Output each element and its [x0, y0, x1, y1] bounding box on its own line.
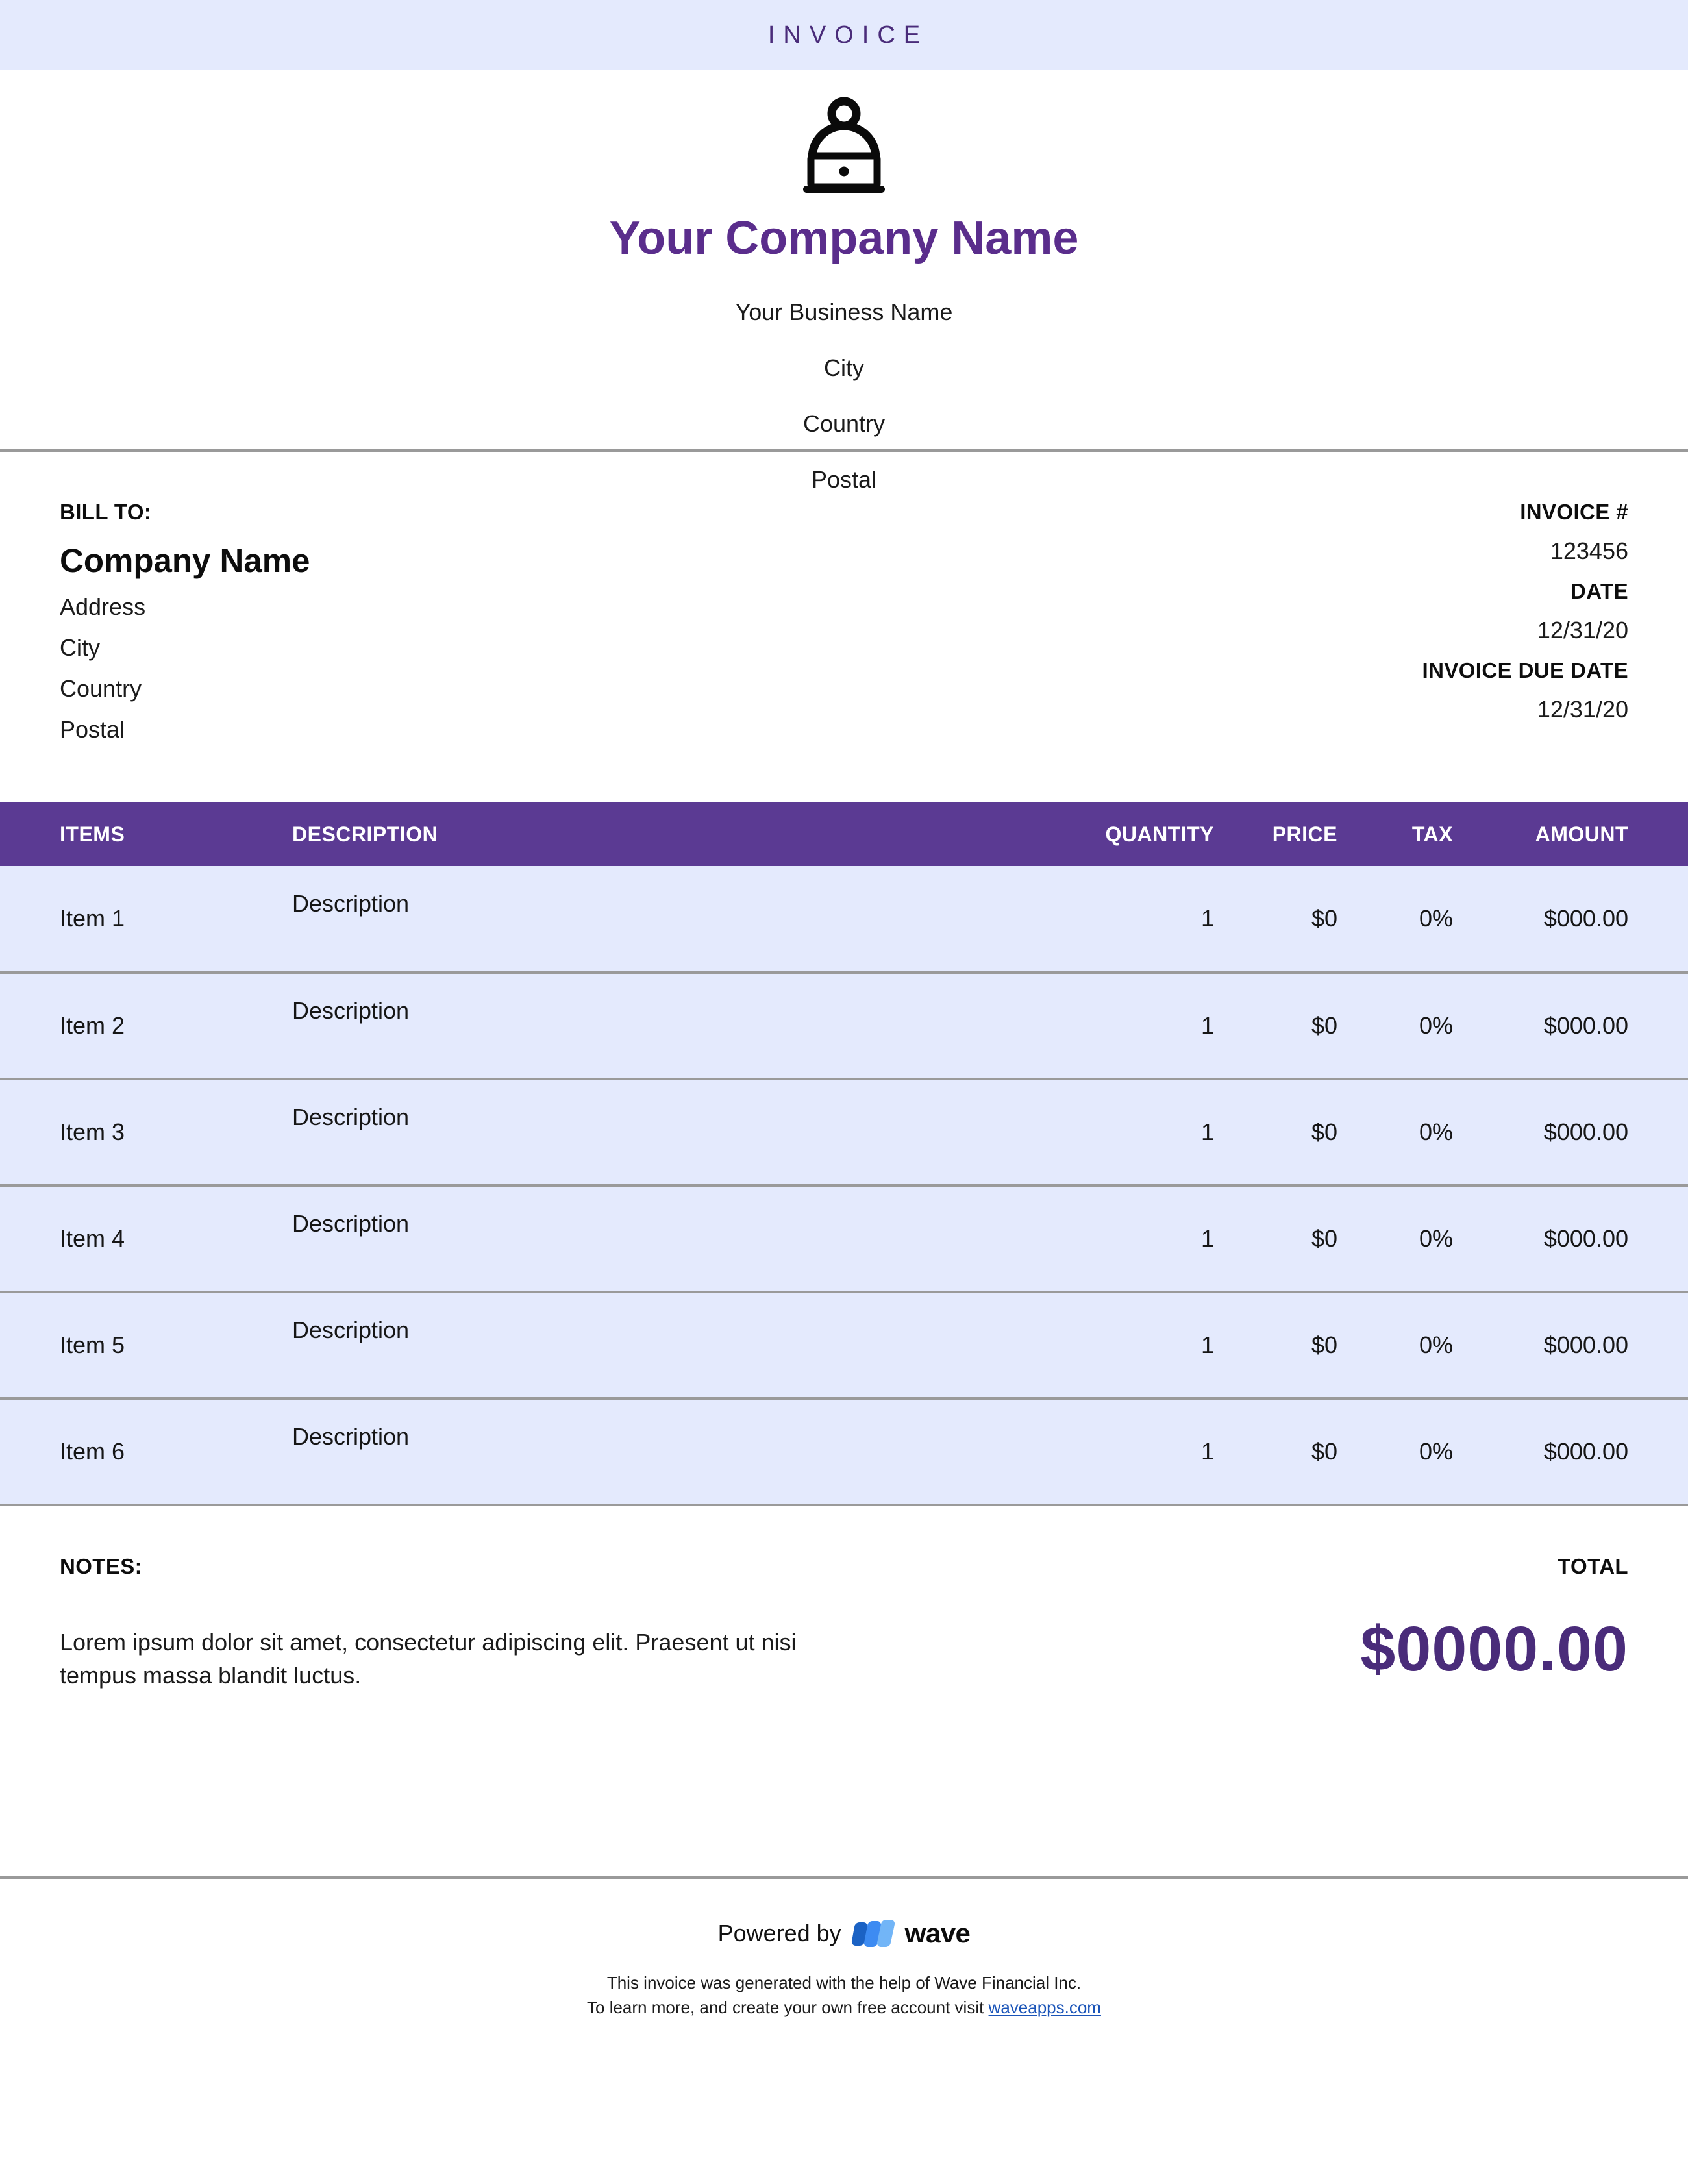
cell-item: Item 4 [0, 1185, 273, 1292]
cell-quantity: 1 [1052, 1292, 1221, 1398]
invoice-number-value: 123456 [1550, 538, 1628, 564]
table-row [0, 1398, 1688, 1505]
column-header-quantity: QUANTITY [1052, 802, 1221, 866]
cell-description [273, 1292, 1052, 1398]
cell-description-text: Description [292, 1317, 410, 1343]
bill-to-label: BILL TO: [60, 500, 152, 524]
cell-description [273, 1079, 1052, 1185]
line-items-table [0, 802, 1688, 1506]
cell-item: Item 5 [0, 1292, 273, 1398]
cell-quantity: 1 [1052, 1185, 1221, 1292]
line-items-body [0, 866, 1688, 1505]
cell-tax: 0% [1350, 866, 1467, 973]
cell-tax: 0% [1350, 973, 1467, 1079]
cell-description [273, 1398, 1052, 1505]
column-header-items: ITEMS [0, 802, 273, 866]
invoice-due-date-label: INVOICE DUE DATE [1422, 658, 1628, 682]
cell-tax: 0% [1350, 1185, 1467, 1292]
column-header-amount: AMOUNT [1467, 802, 1688, 866]
total-value: $0000.00 [1360, 1613, 1628, 1684]
notes-body: Lorem ipsum dolor sit amet, consectetur adipiscing elit. Praesent ut nisi tempus massa blandit luctus. [60, 1629, 797, 1689]
column-header-price: PRICE [1221, 802, 1350, 866]
cell-quantity: 1 [1052, 866, 1221, 973]
cell-amount: $000.00 [1467, 866, 1688, 973]
cell-price: $0 [1221, 973, 1350, 1079]
table-header-row [0, 802, 1688, 866]
cell-item: Item 1 [0, 866, 273, 973]
cell-description-text: Description [292, 997, 410, 1024]
wave-logo-icon [850, 1918, 896, 1948]
cell-tax: 0% [1350, 1292, 1467, 1398]
line-items-header [0, 802, 1688, 866]
cell-description [273, 973, 1052, 1079]
table-row [0, 1292, 1688, 1398]
cell-description-text: Description [292, 1104, 410, 1130]
bill-to-country: Country [60, 675, 142, 702]
cell-tax: 0% [1350, 1079, 1467, 1185]
person-at-laptop-icon [795, 97, 893, 193]
notes-label: NOTES: [60, 1554, 143, 1578]
cell-item: Item 6 [0, 1398, 273, 1505]
company-country: Country [802, 410, 886, 437]
cell-item: Item 3 [0, 1079, 273, 1185]
bill-to-city: City [60, 634, 100, 661]
invoice-number-label: INVOICE # [1520, 500, 1628, 524]
notes-total-section [0, 1506, 1688, 1876]
footer-fineprint-prefix: To learn more, and create your own free account visit [587, 1997, 989, 2017]
cell-item: Item 2 [0, 973, 273, 1079]
powered-by-row [0, 1918, 1688, 1949]
bill-to-address: Address [60, 593, 146, 620]
cell-quantity: 1 [1052, 1079, 1221, 1185]
invoice-due-date-value: 12/31/20 [1537, 696, 1628, 723]
company-name: Your Company Name [609, 212, 1079, 264]
cell-description [273, 1185, 1052, 1292]
bill-to-postal: Postal [60, 716, 125, 743]
bill-to-company: Company Name [60, 542, 310, 579]
cell-amount: $000.00 [1467, 1292, 1688, 1398]
invoice-details-block [1226, 500, 1628, 802]
column-header-tax: TAX [1350, 802, 1467, 866]
footer-fineprint-line1: This invoice was generated with the help of Wave Financial Inc. [606, 1973, 1082, 1992]
cell-amount: $000.00 [1467, 1185, 1688, 1292]
company-header [0, 70, 1688, 493]
total-block [1360, 1554, 1628, 1876]
cell-price: $0 [1221, 1079, 1350, 1185]
cell-description [273, 866, 1052, 973]
wave-brand-name: wave [904, 1918, 971, 1948]
column-header-description: DESCRIPTION [273, 802, 1052, 866]
cell-amount: $000.00 [1467, 1079, 1688, 1185]
notes-block [60, 1554, 858, 1876]
cell-amount: $000.00 [1467, 973, 1688, 1079]
cell-description-text: Description [292, 1210, 410, 1237]
table-row [0, 866, 1688, 973]
powered-by-label: Powered by [717, 1920, 841, 1946]
waveapps-link[interactable]: waveapps.com [988, 1997, 1101, 2017]
invoice-meta-section [0, 452, 1688, 802]
cell-tax: 0% [1350, 1398, 1467, 1505]
cell-description-text: Description [292, 1423, 410, 1450]
company-city: City [824, 354, 864, 381]
page-title: INVOICE [767, 21, 929, 49]
cell-quantity: 1 [1052, 973, 1221, 1079]
footer-fineprint-line2 [0, 1996, 1688, 2020]
invoice-footer [0, 1876, 1688, 2020]
cell-quantity: 1 [1052, 1398, 1221, 1505]
table-row [0, 1185, 1688, 1292]
invoice-top-band [0, 0, 1688, 70]
company-business-name: Your Business Name [735, 299, 953, 325]
cell-price: $0 [1221, 1398, 1350, 1505]
table-row [0, 1079, 1688, 1185]
cell-amount: $000.00 [1467, 1398, 1688, 1505]
table-row [0, 973, 1688, 1079]
cell-price: $0 [1221, 866, 1350, 973]
company-postal: Postal [811, 466, 877, 493]
company-logo [0, 97, 1688, 201]
cell-price: $0 [1221, 1185, 1350, 1292]
total-label: TOTAL [1558, 1554, 1628, 1578]
cell-price: $0 [1221, 1292, 1350, 1398]
invoice-date-value: 12/31/20 [1537, 617, 1628, 643]
bill-to-block [60, 500, 310, 802]
footer-fineprint [0, 1971, 1688, 2020]
cell-description-text: Description [292, 890, 410, 917]
invoice-date-label: DATE [1570, 579, 1628, 603]
